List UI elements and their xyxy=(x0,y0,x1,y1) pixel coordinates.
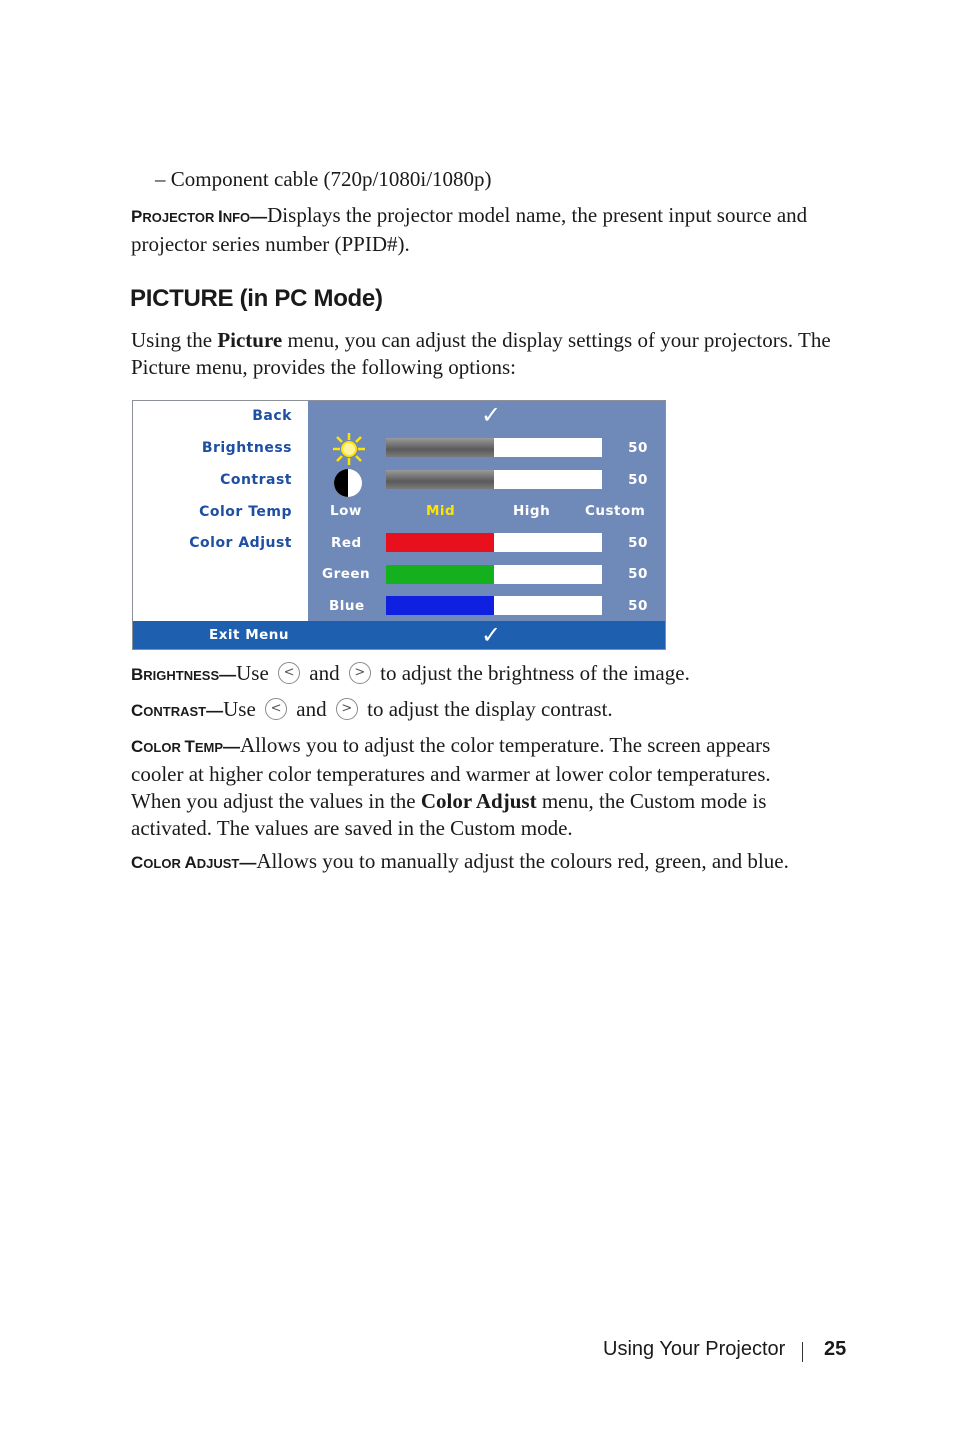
contrast-slider[interactable] xyxy=(386,470,602,489)
contrast-value: 50 xyxy=(628,472,648,488)
projector-info-line2: projector series number (PPID#). xyxy=(131,232,410,256)
osd-color-adjust-item[interactable]: Color Adjust xyxy=(189,535,292,551)
slider-fill xyxy=(386,438,494,457)
slider-fill xyxy=(386,470,494,489)
osd-back-item[interactable]: Back xyxy=(252,408,292,424)
exit-menu-label[interactable]: Exit Menu xyxy=(209,627,290,643)
red-slider[interactable] xyxy=(386,533,602,552)
color-adjust-description: COLOR ADJUST—Allows you to manually adjust the colours red, green, and blue. xyxy=(131,849,789,873)
osd-color-temp-item[interactable]: Color Temp xyxy=(199,504,292,520)
footer-divider xyxy=(802,1342,803,1362)
green-label: Green xyxy=(322,566,371,582)
contrast-description: CONTRAST—Use < and > to adjust the display contrast. xyxy=(131,697,613,721)
section-title: PICTURE (in PC Mode) xyxy=(130,285,383,312)
projector-info-line1: PROJECTOR INFO—Displays the projector model name, the present input source and xyxy=(131,203,808,227)
osd-brightness-item[interactable]: Brightness xyxy=(201,440,292,456)
osd-contrast-item[interactable]: Contrast xyxy=(220,472,292,488)
temp-high-option[interactable]: High xyxy=(513,503,551,519)
left-arrow-icon: < xyxy=(278,662,300,684)
projector-info-term: PROJECTOR INFO xyxy=(131,207,251,226)
picture-menu-osd xyxy=(132,400,666,650)
left-arrow-icon: < xyxy=(265,698,287,720)
osd-exit-bar[interactable] xyxy=(133,621,666,650)
osd-menu-list xyxy=(133,401,308,621)
red-value: 50 xyxy=(628,535,648,551)
sun-icon xyxy=(332,432,366,466)
green-slider[interactable] xyxy=(386,565,602,584)
contrast-icon xyxy=(332,467,364,499)
brightness-value: 50 xyxy=(628,440,648,456)
exit-check-icon[interactable]: ✓ xyxy=(481,621,502,649)
green-value: 50 xyxy=(628,566,648,582)
right-arrow-icon: > xyxy=(349,662,371,684)
footer-section-title: Using Your Projector xyxy=(603,1338,786,1360)
component-cable-item: – Component cable (720p/1080i/1080p) xyxy=(155,167,492,191)
intro-paragraph: Using the Picture menu, you can adjust the display settings of your projectors. The Picture menu, provides the following options: xyxy=(131,328,831,379)
slider-fill xyxy=(386,565,494,584)
projector-info-paragraph xyxy=(131,202,871,258)
temp-custom-option[interactable]: Custom xyxy=(585,503,646,519)
page-number: 25 xyxy=(824,1338,847,1360)
blue-slider[interactable] xyxy=(386,596,602,615)
temp-mid-option[interactable]: Mid xyxy=(426,503,456,519)
right-arrow-icon: > xyxy=(336,698,358,720)
back-check-icon[interactable]: ✓ xyxy=(481,401,502,429)
brightness-description: BRIGHTNESS—Use < and > to adjust the brightness of the image. xyxy=(131,661,690,685)
blue-label: Blue xyxy=(329,598,365,614)
brightness-slider[interactable] xyxy=(386,438,602,457)
slider-fill xyxy=(386,533,494,552)
osd-settings-panel xyxy=(308,401,666,621)
temp-low-option[interactable]: Low xyxy=(330,503,362,519)
slider-fill xyxy=(386,596,494,615)
red-label: Red xyxy=(331,535,362,551)
blue-value: 50 xyxy=(628,598,648,614)
color-temp-description: COLOR TEMP—Allows you to adjust the color temperature. The screen appears cooler at higher color temperatures and warmer at lower color temperatures. When you adjust the values in the Color Adjust menu, the Custom mode is activated. The values are saved in the Custom mode. xyxy=(131,733,771,840)
